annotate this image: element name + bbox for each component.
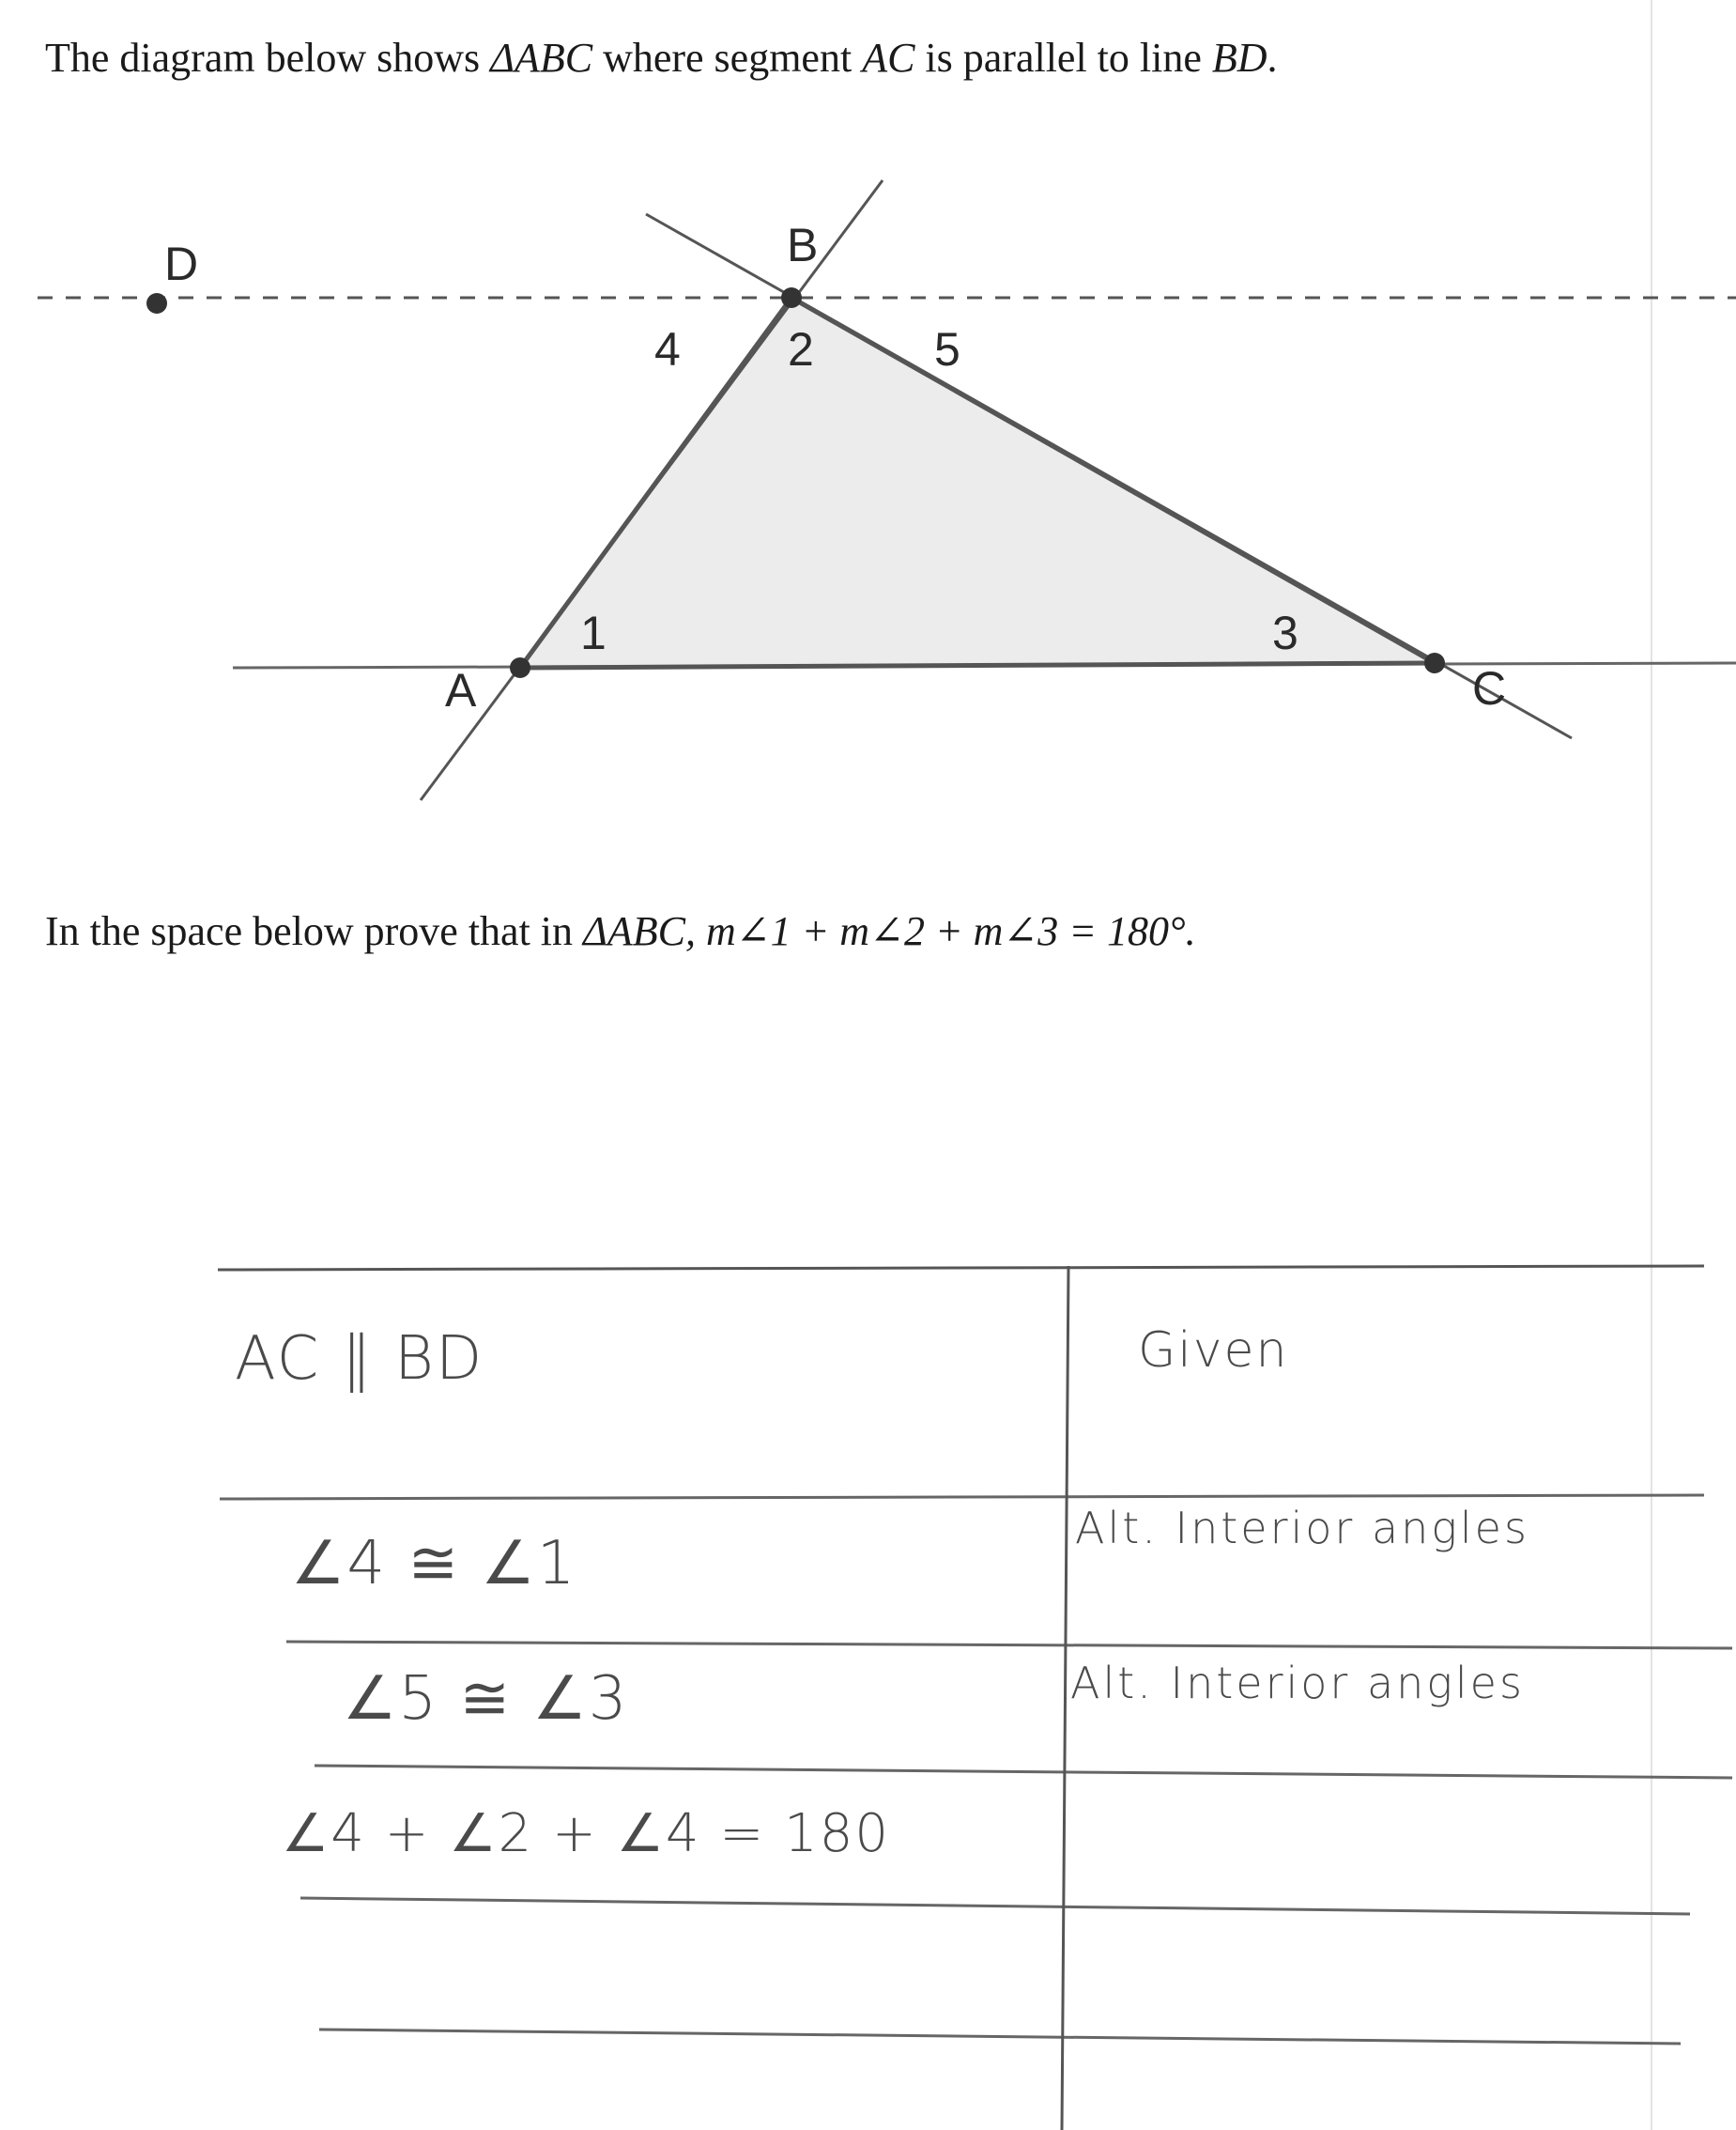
- point-a: [510, 657, 530, 678]
- statement-2: ∠4 ≅ ∠1: [291, 1529, 577, 1598]
- problem-statement: [45, 34, 1278, 82]
- prove-instruction: [45, 907, 1196, 955]
- statement-1: AC ‖ BD: [235, 1324, 484, 1394]
- point-d: [146, 293, 167, 314]
- table-divider: [1062, 1266, 1068, 2130]
- table-rule-5: [319, 2030, 1681, 2044]
- triangle-name: ΔABC: [490, 35, 593, 81]
- angle-label-2: 2: [788, 323, 814, 376]
- geometry-diagram: [0, 150, 1736, 826]
- prove-text-1: In the space below prove that in: [45, 908, 584, 954]
- prove-equation: , m∠1 + m∠2 + m∠3 = 180°.: [684, 908, 1196, 954]
- table-rule-4: [300, 1898, 1690, 1914]
- angle-label-5: 5: [934, 323, 960, 376]
- table-rule-3: [315, 1766, 1732, 1778]
- label-b: B: [787, 219, 819, 271]
- angle-label-3: 3: [1272, 607, 1298, 659]
- segment-name: AC: [862, 35, 915, 81]
- point-c: [1424, 653, 1445, 673]
- table-rule-1: [220, 1495, 1704, 1499]
- line-name: BD: [1211, 35, 1267, 81]
- problem-text-4: .: [1267, 35, 1278, 81]
- problem-text-1: The diagram below shows: [45, 35, 491, 81]
- statement-4: ∠4 + ∠2 + ∠4 = 180: [282, 1803, 890, 1864]
- reason-3: Alt. Interior angles: [1070, 1658, 1525, 1708]
- statement-3: ∠5 ≅ ∠3: [343, 1664, 629, 1734]
- label-a: A: [445, 664, 477, 717]
- table-rule-2: [286, 1642, 1732, 1648]
- angle-label-4: 4: [654, 323, 681, 376]
- label-d: D: [164, 238, 199, 290]
- label-c: C: [1472, 662, 1507, 715]
- prove-triangle: ΔABC: [583, 908, 685, 954]
- problem-text-2: where segment: [592, 35, 863, 81]
- reason-2: Alt. Interior angles: [1075, 1503, 1529, 1553]
- reason-1: Given: [1138, 1322, 1289, 1379]
- problem-text-3: is parallel to line: [914, 35, 1212, 81]
- table-rule-top: [218, 1266, 1704, 1270]
- point-b: [781, 287, 802, 308]
- angle-label-1: 1: [580, 607, 607, 659]
